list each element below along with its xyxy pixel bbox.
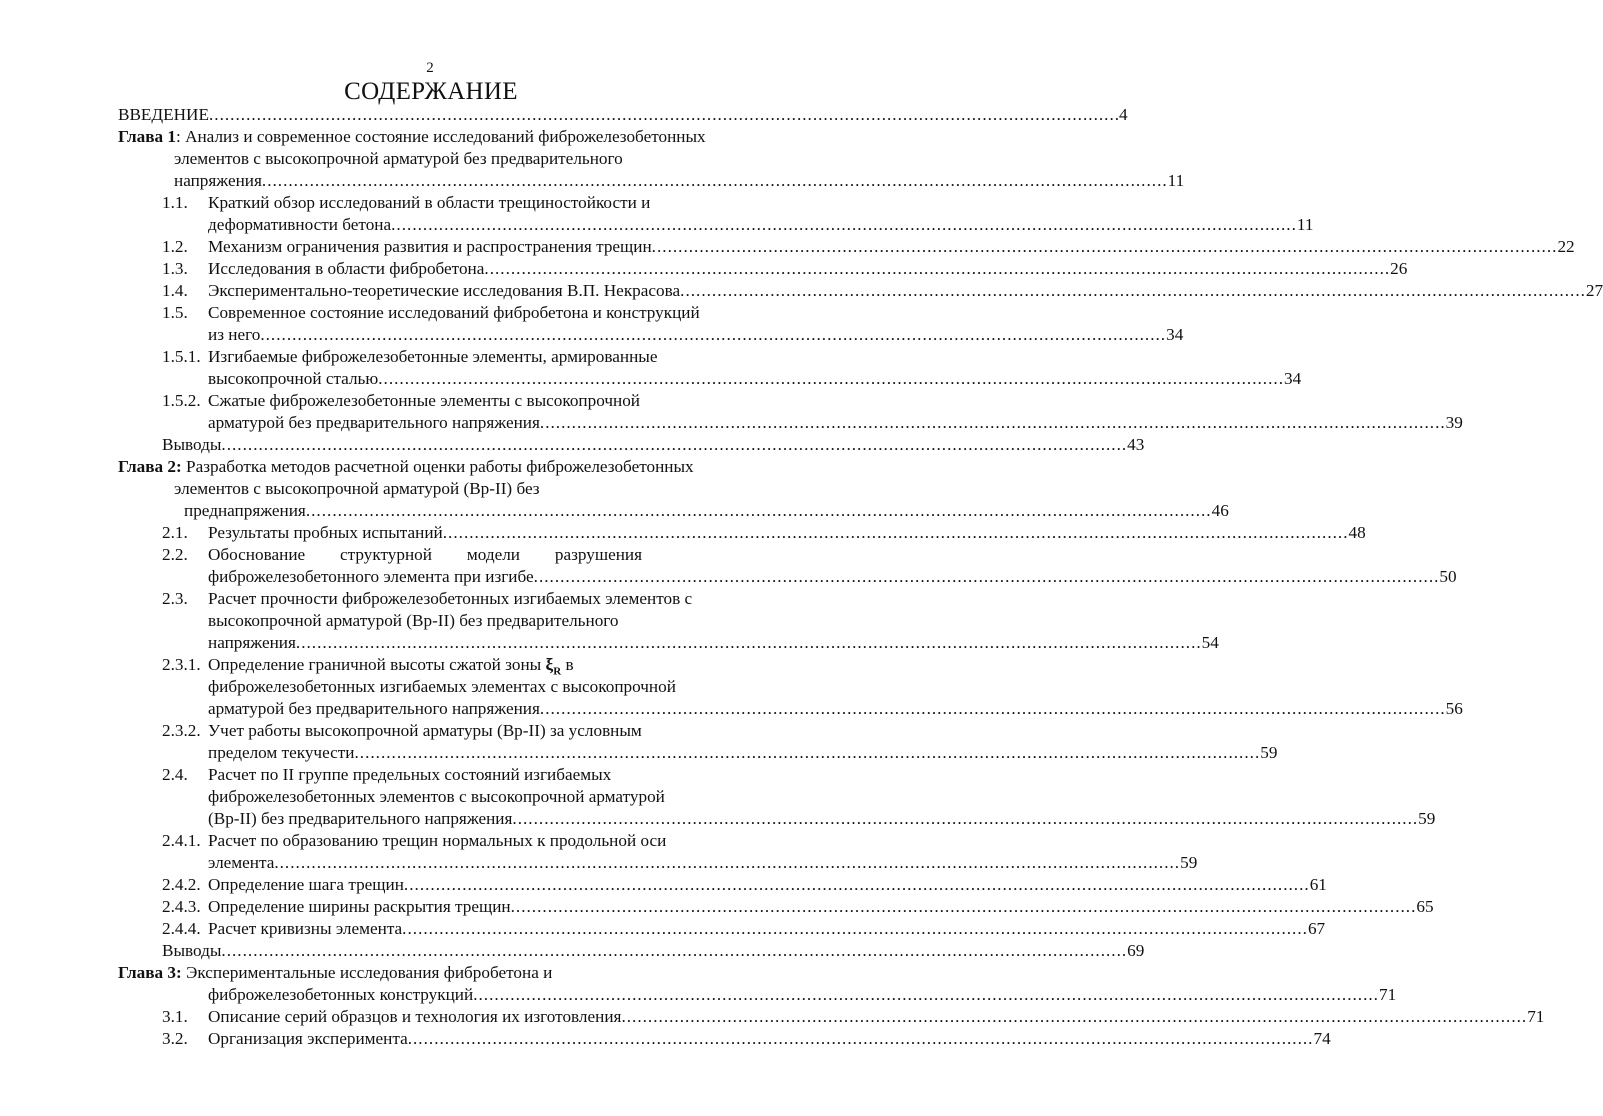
toc-entry-2-4-2: 2.4.2. Определение шага трещин ........................................................................................................................................................................... 61 bbox=[162, 875, 1327, 894]
toc-entry-2-3-2: 2.3.2. Учет работы высокопрочной арматуры (Вр-II) за условным bbox=[162, 721, 642, 740]
page-number: 2 bbox=[426, 60, 434, 76]
toc-entry-page: 59 bbox=[1418, 809, 1436, 828]
toc-entry-intro: ВВЕДЕНИЕ ........................................................................................................................................................................... .4 bbox=[118, 105, 1128, 124]
toc-entry-2-3-cont: напряжения ........................................................................................................................................................................... 54 bbox=[208, 633, 1219, 652]
toc-entry-2-2-cont: фиброжелезобетонного элемента при изгибе ........................................................................................................................................................................... 50 bbox=[208, 567, 1457, 586]
toc-entry-page: 26 bbox=[1390, 259, 1408, 278]
toc-entry-page: 22 bbox=[1557, 237, 1575, 256]
toc-entry-page: 27 bbox=[1585, 281, 1603, 300]
toc-entry-1-4: 1.4. Экспериментально-теоретические исследования В.П. Некрасова ........................................................................................................................................................................... 27 bbox=[162, 281, 1603, 300]
toc-entry-2-3-1-line: фиброжелезобетонных изгибаемых элементах с высокопрочной bbox=[208, 677, 676, 696]
toc-entry-2-4-1-cont: элемента ........................................................................................................................................................................... 59 bbox=[208, 853, 1198, 872]
toc-entry-page: 54 bbox=[1201, 633, 1219, 652]
toc-entry-1-5-2: 1.5.2. Сжатые фиброжелезобетонные элементы с высокопрочной bbox=[162, 391, 641, 410]
xi-symbol: ξ bbox=[545, 655, 554, 674]
toc-entry-page: 34 bbox=[1283, 369, 1302, 388]
toc-entry-page: 48 bbox=[1348, 523, 1366, 542]
toc-entry-2-4-line: фиброжелезобетонных элементов с высокопрочной арматурой bbox=[208, 787, 665, 806]
toc-entry-2-2: 2.2. Обоснование структурной модели разрушения bbox=[162, 545, 642, 564]
page-title: СОДЕРЖАНИЕ bbox=[344, 78, 518, 105]
toc-entry-2-3-1-cont: арматурой без предварительного напряжения ........................................................................................................................................................................... 56 bbox=[208, 699, 1463, 718]
toc-entry-1-5-cont: из него ........................................................................................................................................................................... 34 bbox=[208, 325, 1184, 344]
toc-entry-1-5: 1.5. Современное состояние исследований фибробетона и конструкций bbox=[162, 303, 700, 322]
toc-entry-2-3-line: высокопрочной арматурой (Вр-II) без предварительного bbox=[208, 611, 619, 630]
toc-entry-page: 67 bbox=[1307, 919, 1326, 938]
toc-entry-3-1: 3.1. Описание серий образцов и технология их изготовления ........................................................................................................................................................................... 71 bbox=[162, 1007, 1545, 1026]
chapter-2-title-line: элементов с высокопрочной арматурой (Вр-II) без bbox=[174, 479, 540, 498]
toc-entry-page: 59 bbox=[1260, 743, 1278, 762]
toc-entry-page: .4 bbox=[1114, 105, 1128, 124]
toc-entry-page: 59 bbox=[1180, 853, 1198, 872]
toc-entry-2-4-1: 2.4.1. Расчет по образованию трещин нормальных к продольной оси bbox=[162, 831, 667, 850]
toc-entry-ch1-conclusions: Выводы ........................................................................................................................................................................... 43 bbox=[162, 435, 1145, 454]
toc-entry-page: 11 bbox=[1167, 171, 1185, 190]
toc-entry-page: 65 bbox=[1416, 897, 1434, 916]
toc-entry-page: 34 bbox=[1166, 325, 1184, 344]
toc-entry-page: 11 bbox=[1296, 215, 1314, 234]
toc-entry-page: 71 bbox=[1378, 985, 1397, 1004]
toc-entry-page: 43 bbox=[1127, 435, 1145, 454]
toc-entry-2-3-2-cont: пределом текучести ........................................................................................................................................................................... 59 bbox=[208, 743, 1278, 762]
chapter-2-entry: преднапряжения ........................................................................................................................................................................... 46 bbox=[184, 501, 1229, 520]
toc-entry-1-5-1-cont: высокопрочной сталью ........................................................................................................................................................................... 34 bbox=[208, 369, 1302, 388]
chapter-2-heading: Глава 2: Разработка методов расчетной оценки работы фиброжелезобетонных bbox=[118, 457, 694, 476]
toc-entry-page: 71 bbox=[1527, 1007, 1545, 1026]
toc-entry-ch2-conclusions: Выводы ........................................................................................................................................................................... 69 bbox=[162, 941, 1145, 960]
toc-entry-1-3: 1.3. Исследования в области фибробетона ........................................................................................................................................................................... 26 bbox=[162, 259, 1408, 278]
chapter-3-entry: фиброжелезобетонных конструкций ........................................................................................................................................................................... 71 bbox=[208, 985, 1397, 1004]
toc-entry-page: 74 bbox=[1313, 1029, 1331, 1048]
chapter-1-title-line: элементов с высокопрочной арматурой без предварительного bbox=[174, 149, 623, 168]
toc-entry-page: 50 bbox=[1439, 567, 1457, 586]
toc-entry-1-1-cont: деформативности бетона ........................................................................................................................................................................... 11 bbox=[208, 215, 1314, 234]
chapter-1-heading: Глава 1: Анализ и современное состояние исследований фиброжелезобетонных bbox=[118, 127, 706, 146]
toc-entry-2-3-1: 2.3.1. Определение граничной высоты сжатой зоны $\xi_R$ в bbox=[162, 655, 574, 678]
toc-entry-2-4: 2.4. Расчет по II группе предельных состояний изгибаемых bbox=[162, 765, 612, 784]
chapter-3-heading: Глава 3: Экспериментальные исследования фибробетона и bbox=[118, 963, 553, 982]
toc-entry-page: 56 bbox=[1445, 699, 1463, 718]
chapter-1-entry: напряжения ........................................................................................................................................................................... 11 bbox=[174, 171, 1185, 190]
toc-entry-label: ВВЕДЕНИЕ bbox=[118, 105, 209, 124]
toc-entry-3-2: 3.2. Организация эксперимента ........................................................................................................................................................................... 74 bbox=[162, 1029, 1331, 1048]
toc-entry-2-4-4: 2.4.4. Расчет кривизны элемента ........................................................................................................................................................................... 67 bbox=[162, 919, 1326, 938]
toc-entry-1-5-2-cont: арматурой без предварительного напряжения ........................................................................................................................................................................... 39 bbox=[208, 413, 1463, 432]
toc-entry-page: 61 bbox=[1309, 875, 1327, 894]
toc-entry-2-4-cont: (Вр-II) без предварительного напряжения ........................................................................................................................................................................... 59 bbox=[208, 809, 1436, 828]
toc-entry-page: 46 bbox=[1211, 501, 1229, 520]
toc-entry-2-4-3: 2.4.3. Определение ширины раскрытия трещин ........................................................................................................................................................................... 65 bbox=[162, 897, 1434, 916]
toc-entry-page: 39 bbox=[1445, 413, 1463, 432]
toc-entry-1-2: 1.2. Механизм ограничения развития и распространения трещин ........................................................................................................................................................................... 22 bbox=[162, 237, 1575, 256]
toc-entry-page: 69 bbox=[1127, 941, 1145, 960]
toc-entry-2-1: 2.1. Результаты пробных испытаний ........................................................................................................................................................................... 48 bbox=[162, 523, 1366, 542]
toc-entry-1-5-1: 1.5.1. Изгибаемые фиброжелезобетонные элементы, армированные bbox=[162, 347, 658, 366]
toc-entry-2-3: 2.3. Расчет прочности фиброжелезобетонных изгибаемых элементов с bbox=[162, 589, 693, 608]
toc-entry-1-1: 1.1. Краткий обзор исследований в области трещиностойкости и bbox=[162, 193, 651, 212]
